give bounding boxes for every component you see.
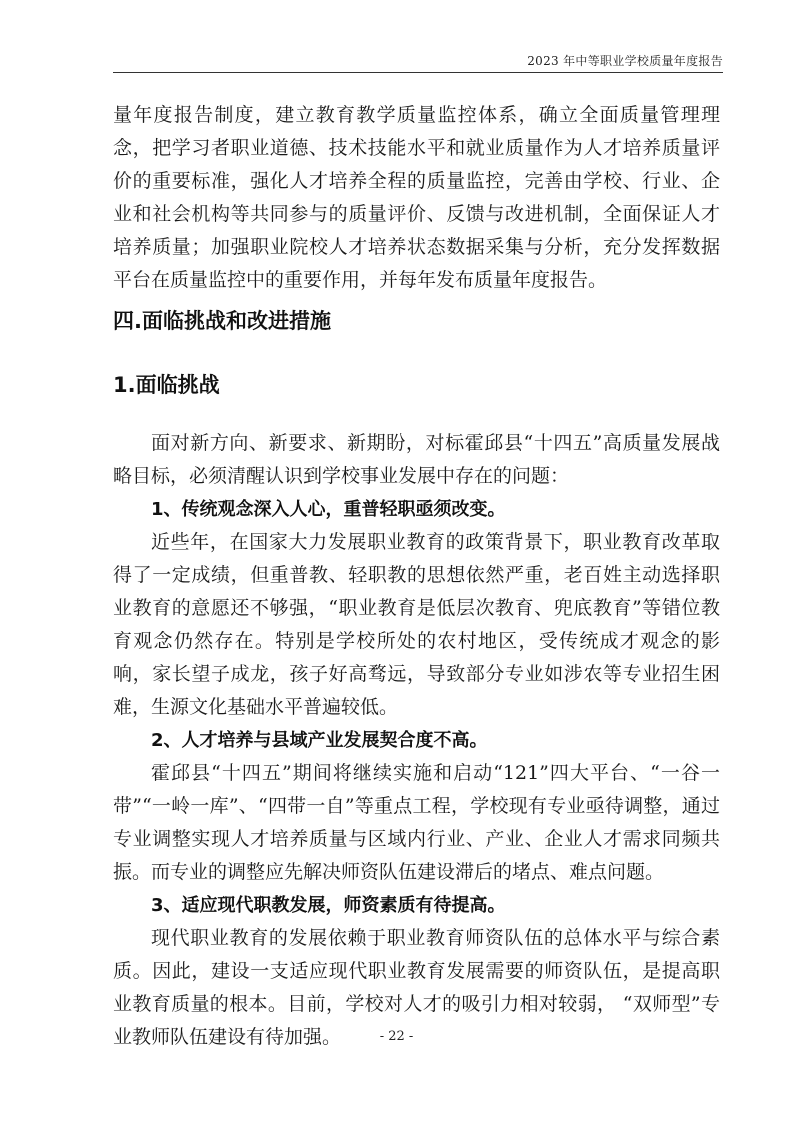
subsection-heading: 1.面临挑战: [113, 373, 220, 397]
intro-paragraph: 量年度报告制度，建立教育教学质量监控体系，确立全面质量管理理念，把学习者职业道德、技术技能水平和就业质量作为人才培养质量评价的重要标准，强化人才培养全程的质量监控，完善由学校、行业、企业和社会机构等共同参与的质量评价、反馈与改进机制，全面保证人才培养质量；加强职业院校人才培养状态数据采集与分析，充分发挥数据平台在质量监控中的重要作用，并每年发布质量年度报告。: [113, 104, 720, 291]
challenge-title-2: 2、人才培养与县域产业发展契合度不高。: [151, 730, 488, 751]
running-header: 2023 年中等职业学校质量年度报告: [527, 54, 723, 68]
challenge-title-3: 3、适应现代职教发展，师资素质有待提高。: [151, 895, 506, 916]
challenge-body-2: 霍邱县“十四五”期间将继续实施和启动“121”四大平台、“一谷一带”“一岭一库”、“四带一自”等重点工程，学校现有专业亟待调整，通过专业调整实现人才培养质量与区域内行业、产业、企业人才需求同频共振。而专业的调整应先解决师资队伍建设滞后的堵点、难点问题。: [113, 762, 720, 883]
page-number: - 22 -: [379, 1029, 414, 1044]
header-rule: [113, 72, 723, 73]
challenge-body-1: 近些年，在国家大力发展职业教育的政策背景下，职业教育改革取得了一定成绩，但重普教、轻职教的思想依然严重，老百姓主动选择职业教育的意愿还不够强，“职业教育是低层次教育、兜底教育”等错位教育观念仍然存在。特别是学校所处的农村地区，受传统成才观念的影响，家长望子成龙，孩子好高骛远，导致部分专业如涉农等专业招生困难，生源文化基础水平普遍较低。: [113, 531, 720, 718]
challenges-block: [113, 427, 720, 1054]
challenge-body-3: 现代职业教育的发展依赖于职业教育师资队伍的总体水平与综合素质。因此，建设一支适应现代职业教育发展需要的师资队伍，是提高职业教育质量的根本。目前，学校对人才的吸引力相对较弱， “双师型”专业教师队伍建设有待加强。: [113, 927, 720, 1048]
challenge-title-1: 1、传统观念深入人心，重普轻职亟须改变。: [151, 499, 506, 520]
section-heading: 四.面临挑战和改进措施: [113, 309, 331, 333]
intro-block: [113, 99, 720, 297]
challenges-lead: 面对新方向、新要求、新期盼，对标霍邱县“十四五”高质量发展战略目标，必须清醒认识到学校事业发展中存在的问题：: [113, 432, 720, 487]
